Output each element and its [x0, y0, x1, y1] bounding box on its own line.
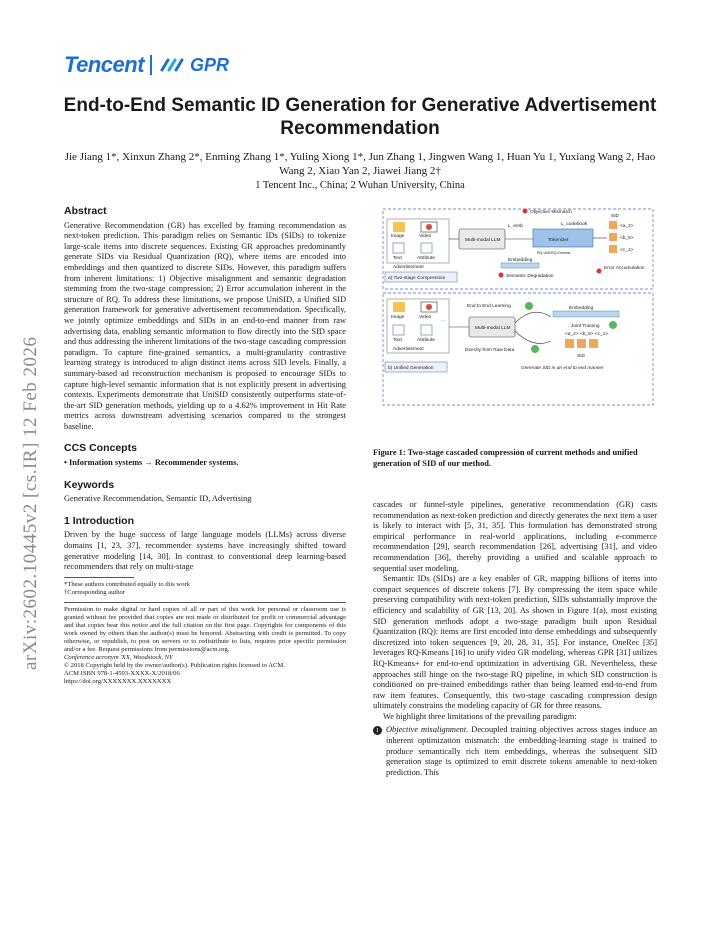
- panel-b-sid-block-c: [589, 339, 598, 348]
- copyright-notice: © 2018 Copyright held by the owner/author(s). Publication rights licensed to ACM.: [64, 661, 285, 669]
- raw-data-label: Directly from Raw Data: [465, 348, 515, 353]
- panel-b-sid-block-a: [565, 339, 574, 348]
- paper-title: End-to-End Semantic ID Generation for Generative Advertisement Recommendation: [63, 95, 657, 139]
- panel-b-video-label: Video: [419, 315, 432, 320]
- bullet-1-text: Decoupled training objectives across stages induce an inherent optimization mismatch: the embedding-learning stage is trained to produce semantically rich item embeddings, whereas the subsequent SID generation stage is optimized to emit discrete tokens amenable to next-token prediction. This: [386, 725, 658, 777]
- tencent-logo-text: Tencent: [64, 52, 145, 77]
- joint-training-label: Joint Training: [571, 324, 600, 329]
- tencent-gpr-logo: [64, 52, 229, 78]
- gen-note-label: Generate SID in an end to end manner: [521, 366, 604, 371]
- bullet-1-title: Objective misalignment.: [386, 725, 469, 735]
- panel-b-advertisement-label: Advertisement: [393, 347, 424, 352]
- figure-1-diagram: [373, 205, 657, 435]
- sem-degr-marker: [499, 273, 504, 278]
- panel-a-advertisement-label: Advertisement: [393, 265, 424, 270]
- e2e-check-icon: [525, 302, 533, 310]
- sid-token-a: <a_2>: [620, 224, 634, 229]
- panel-a-image-label: Image: [391, 234, 405, 239]
- panel-b-attribute-icon: [421, 325, 432, 335]
- panel-a-rq-label: RQ-VAE/RQ-Kmeans: [537, 251, 571, 255]
- panel-a-sid-block-a: [609, 221, 617, 229]
- panel-a-image-icon: [393, 222, 405, 232]
- panel-b-arrow-to-embedding: [515, 312, 551, 323]
- intro-para-2: Semantic IDs (SIDs) are a key enabler of GR, mapping billions of items into compact sequences of discrete tokens [7]. By compressing the item space while preserving compatibility with next-token prediction, SIDs substantially improve the efficiency and scalability of GR [13, 20]. As shown in Figure 1(a), most existing SID generation methods adopt a two-stage paradigm built upon Residual Quantization (RQ): items are first encoded into dense embeddings and subsequently discretized into token sequences [9, 20, 28, 31, 35]. For instance, OneRec [35] leverages RQ-Kmeans [16] to unify video GR modeling, whereas GPR [31] utilizes RQ-Kmeans+ for end-to-end optimization in advertising GR. Nevertheless, these approaches still hinge on the two-stage RQ pipeline, in which SID construction is conditioned on pre-trained embeddings rather than being learned end-to-end from raw item features. Consequently, this two-stage cascading compression design ultimately constrains the modeling capacity of GR for three reasons.: [373, 574, 657, 711]
- panel-a-caption: a) Two-stage Compression: [388, 276, 446, 281]
- panel-a-tokenizer-label: Tokenizer: [548, 238, 569, 243]
- panel-b-arrow-to-sid: [515, 331, 551, 343]
- panel-a-embedding-label: Embedding: [508, 258, 533, 263]
- gpr-swirl-icon: [160, 56, 186, 74]
- conference-info: Conference acronym 'XX, Woodstock, NY: [64, 653, 173, 661]
- panel-a-video-label: Video: [419, 234, 432, 239]
- panel-b-embedding-label: Embedding: [569, 306, 594, 311]
- figure-1-caption: Figure 1: Two-stage cascaded compression of current methods and unified generation of SID of our method.: [373, 448, 638, 468]
- right-column: [373, 500, 657, 778]
- panel-b-sid-tokens: <a_2> <b_5> <c_1>: [565, 332, 609, 337]
- footnote-rule: [64, 577, 134, 578]
- raw-data-check-icon: [531, 345, 539, 353]
- gpr-logo-text: GPR: [190, 54, 230, 75]
- panel-a-embedding-bar: [501, 263, 539, 268]
- permission-notice: Permission to make digital or hard copies of all or part of this work for personal or classroom use is granted without fee provided that copies are not made or distributed for profit or commercial advantage and that copies bear this notice and the full citation on the first page. Copyrights for components of this work owned by others than the author(s) must be honored. Abstracting with credit is permitted. To copy otherwise, or republish, to post on servers or to redistribute to lists, requires prior specific permission and/or a fee. Request permissions from permissions@acm.org.: [64, 605, 346, 653]
- affiliations: 1 Tencent Inc., China; 2 Wuhan University, China: [255, 180, 465, 191]
- introduction-heading: 1 Introduction: [64, 514, 134, 527]
- error-marker: [597, 269, 602, 274]
- sid-token-b: <b_5>: [620, 236, 634, 241]
- logo-divider: [150, 55, 152, 75]
- limitation-bullet-1: [373, 725, 657, 778]
- footnote-corresponding: †Corresponding author: [64, 588, 125, 596]
- keywords-text: Generative Recommendation, Semantic ID, Advertising: [64, 494, 252, 504]
- ccs-text: • Information systems → Recommender systems.: [64, 458, 239, 468]
- permission-rule: [64, 602, 346, 603]
- keywords-heading: Keywords: [64, 478, 115, 491]
- panel-b-sid-block-b: [577, 339, 586, 348]
- obj-mismatch-label: Objective Mismatch: [530, 210, 572, 215]
- panel-a-sid-block-c: [609, 245, 617, 253]
- error-label: Error Accumulation: [604, 266, 645, 271]
- bullet-number: 1: [373, 726, 382, 735]
- intro-para-3: We highlight three limitations of the prevailing paradigm:: [383, 711, 577, 721]
- panel-b-caption: b) Unified Generation: [388, 366, 434, 371]
- panel-b-video-dot: [426, 304, 432, 310]
- abstract-text: Generative Recommendation (GR) has excelled by framing recommendation as next-token prediction. This paradigm relies on Semantic IDs (SIDs) to tokenize large-scale items into discrete sequences. Existing GR approaches predominantly generate SIDs via Residual Quantization (RQ), where items are encoded into embeddings and then quantized to discrete SIDs. However, this paradigm suffers from inherent limitations: 1) Objective misalignment and semantic degradation stemming from the two-stage compression; 2) Error accumulation inherent in the structure of RQ. To address these limitations, we propose UniSID, a Unified SID generation framework for generative advertisement recommendation. Specifically, we jointly optimize embeddings and SIDs in an end-to-end manner from raw advertising data, enabling semantic information to flow directly into the SID space and thus addressing the inherent limitations of the two-stage cascading compression paradigm. To capture fine-grained semantics, a multi-granularity contrastive learning strategy is introduced to align distinct items across SID levels. Finally, a summary-based ad reconstruction mechanism is proposed to encourage SIDs to capture high-level semantic information that is not explicitly present in advertising contexts. Experiments demonstrate that UniSID consistently outperforms state-of-the-art SID generation methods, yielding up to a 4.62% improvement in Hit Rate metrics across downstream advertising scenarios compared to the strongest baseline.: [64, 220, 346, 431]
- panel-a-lcodebook-label: L_codebook: [561, 222, 588, 227]
- obj-mismatch-marker: [523, 209, 528, 214]
- ccs-heading: CCS Concepts: [64, 442, 137, 455]
- sem-degr-label: Semantic Degradation: [506, 274, 554, 279]
- panel-a-text-icon: [393, 243, 404, 253]
- panel-b-mllm-label: Multi-modal LLM: [475, 326, 511, 331]
- e2e-label: End to End Learning: [467, 304, 511, 309]
- panel-b-text-label: Text: [393, 338, 402, 343]
- panel-a-sid-label: SID: [611, 214, 619, 219]
- abstract-heading: Abstract: [64, 205, 107, 217]
- sid-token-c: <c_1>: [620, 248, 634, 253]
- arxiv-identifier: arXiv:2602.10445v2 [cs.IR] 12 Feb 2026: [20, 336, 41, 670]
- intro-para-1: cascades or funnel-style pipelines, generative recommendation (GR) casts recommendation as next-token prediction and directly generates the next item a user is likely to interact with [5, 31, 35]. This formulation has demonstrated strong empirical performance in real-world applications, including e-commerce recommendation [29], search recommendation [26], advertising [31], and video recommendation [36], thereby providing a unified and scalable approach to sequential user modeling.: [373, 500, 657, 573]
- panel-a-video-dot: [426, 224, 432, 230]
- panel-b-embedding-bar: [553, 311, 619, 317]
- panel-a-attribute-icon: [421, 243, 432, 253]
- panel-a-attribute-label: Attribute: [417, 256, 435, 261]
- introduction-text: Driven by the huge success of large language models (LLMs) across diverse domains [1, 23, 37], recommender systems have increasingly shifted toward generative modeling [14, 30]. In contrast to conventional deep learning-based recommenders that rely on multi-stage: [64, 530, 346, 572]
- panel-b-more-dots: ...: [441, 318, 445, 323]
- joint-training-check-icon: [609, 321, 617, 329]
- panel-a-text-label: Text: [393, 256, 402, 261]
- panel-a-mllm-label: Multi-modal LLM: [465, 238, 501, 243]
- panel-b-image-icon: [393, 302, 405, 312]
- left-column: [64, 206, 346, 686]
- panel-b-text-icon: [393, 325, 404, 335]
- panel-a-sid-block-b: [609, 233, 617, 241]
- author-list: Jie Jiang 1*, Xinxun Zhang 2*, Enming Zhang 1*, Yuling Xiong 1*, Jun Zhang 1, Jingwen Wang 1, Huan Yu 1, Yuxiang Wang 2, Hao Wang 2, Xiao Yan 2, Jiawei Jiang 2†: [64, 151, 656, 177]
- panel-b-attribute-label: Attribute: [417, 338, 435, 343]
- doi-link[interactable]: https://doi.org/XXXXXXX.XXXXXXX: [64, 677, 172, 685]
- panel-b-image-label: Image: [391, 315, 405, 320]
- panel-b-sid-label: SID: [577, 354, 585, 359]
- panel-a-lemb-label: L_emb: [508, 224, 523, 229]
- isbn: ACM ISBN 978-1-4503-XXXX-X/2018/06: [64, 669, 180, 677]
- footnote-equal: *These authors contributed equally to this work: [64, 580, 190, 588]
